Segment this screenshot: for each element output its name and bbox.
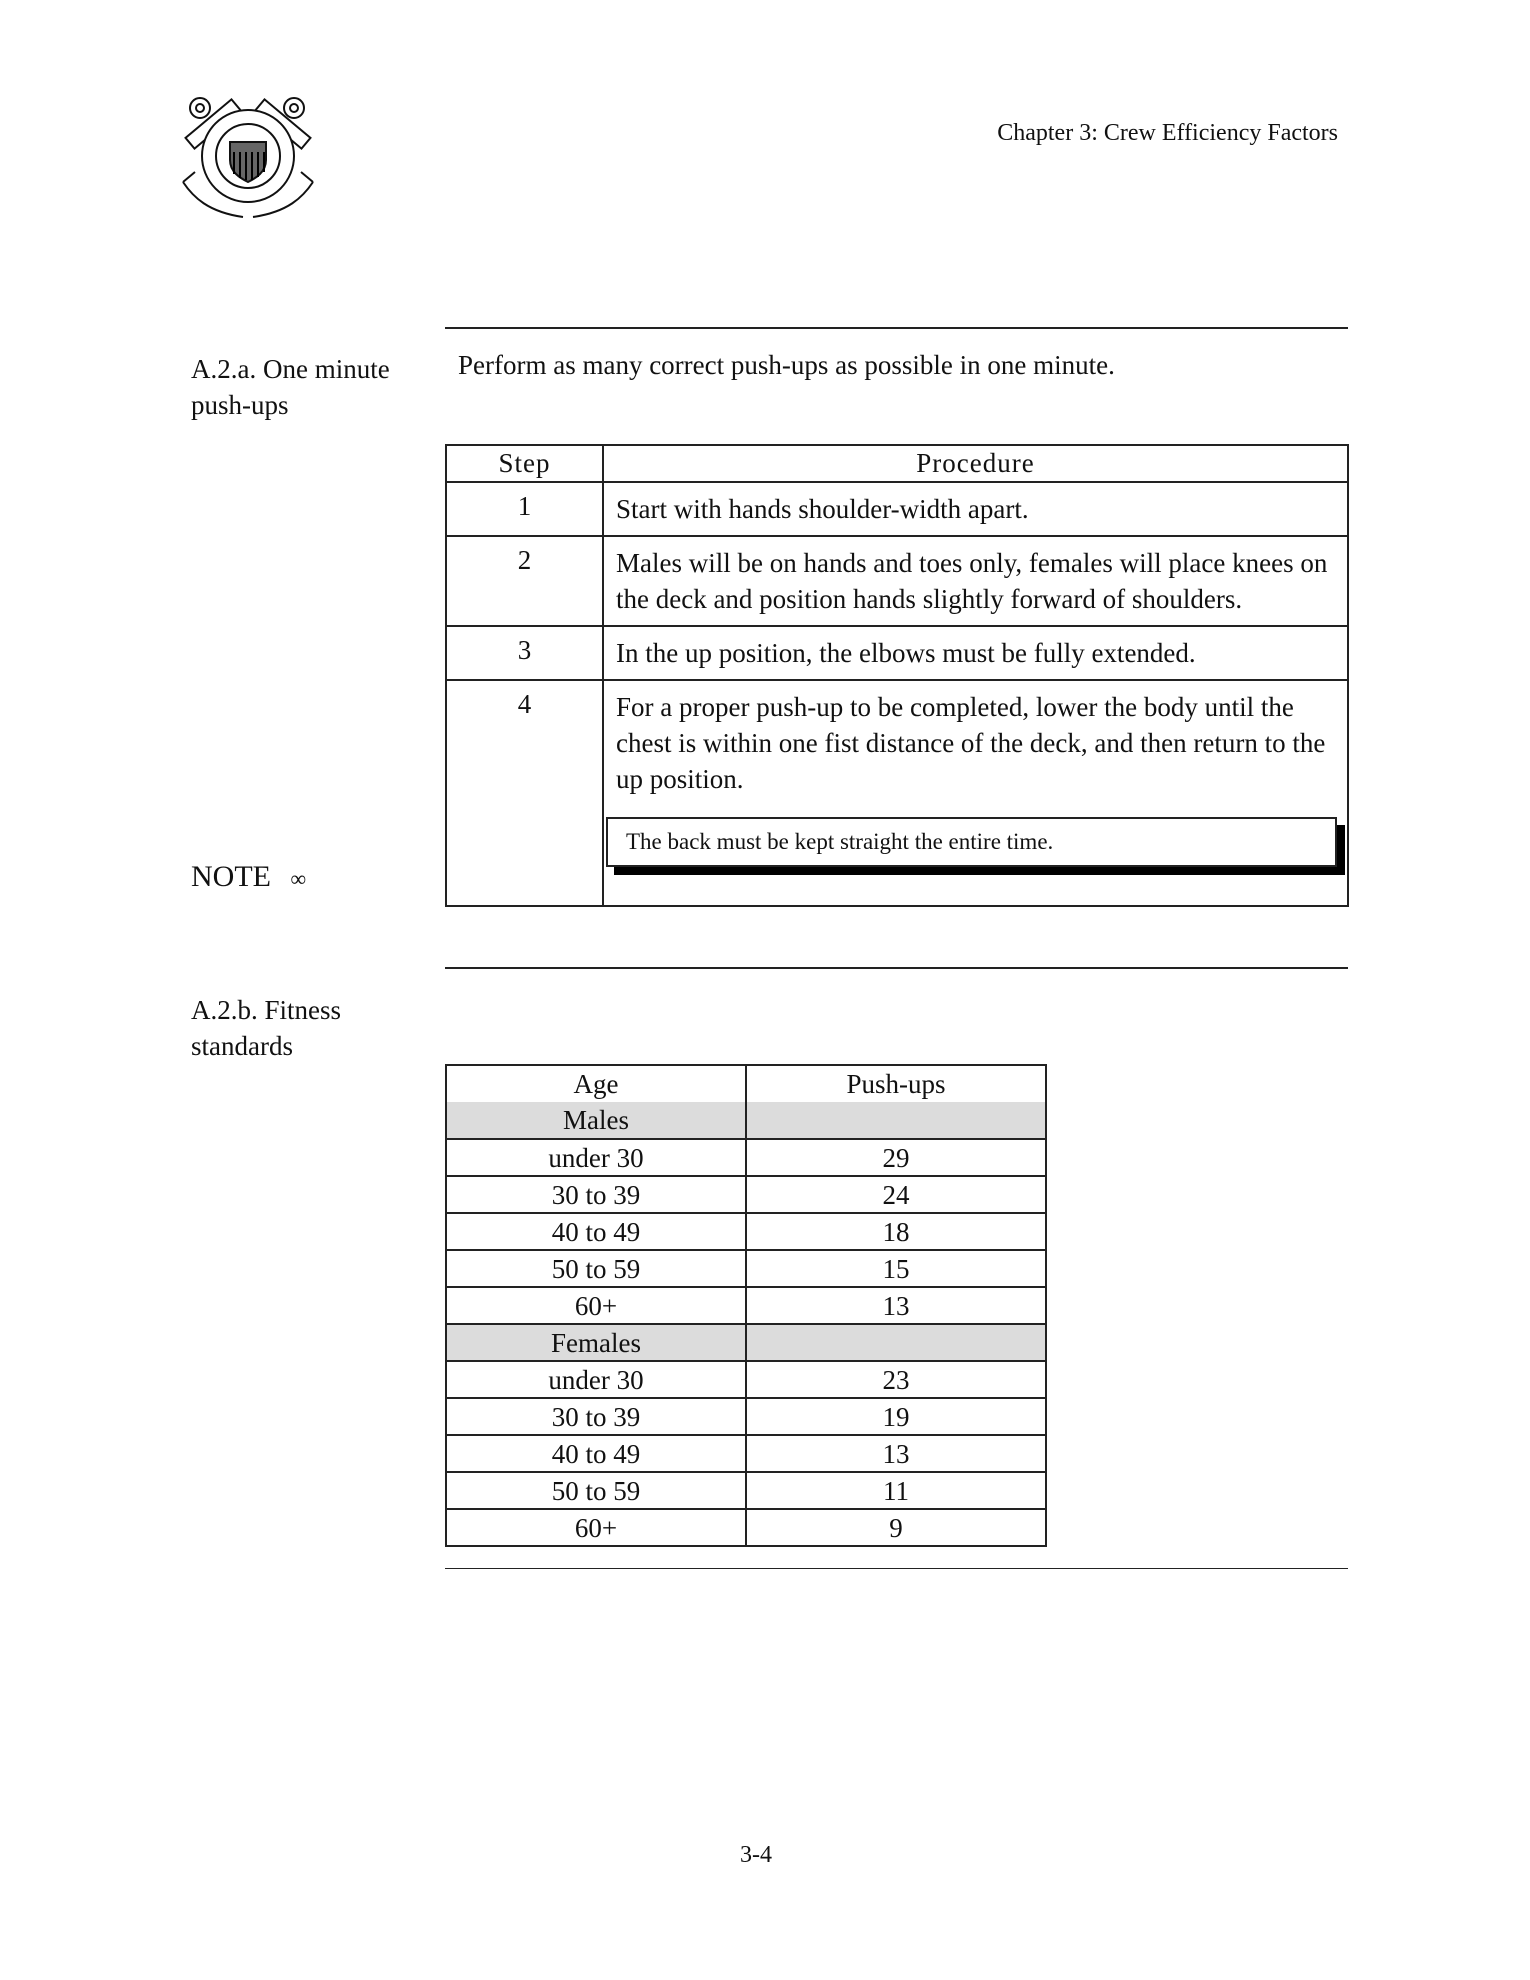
intro-text: Perform as many correct push-ups as possible in one minute.	[458, 350, 1115, 380]
note-box: The back must be kept straight the entire time.	[606, 817, 1337, 867]
step-text: For a proper push-up to be completed, lower the body until the chest is within one fist distance of the deck, and then return to the up position.	[616, 692, 1326, 794]
pushups-cell: 18	[746, 1213, 1046, 1250]
note-text: NOTE	[191, 860, 271, 893]
table-row	[446, 1435, 1046, 1472]
column-header: Push-ups	[746, 1065, 1046, 1102]
age-cell: 40 to 49	[446, 1213, 746, 1250]
divider	[445, 1568, 1348, 1569]
age-cell: 40 to 49	[446, 1435, 746, 1472]
chapter-header: Chapter 3: Crew Efficiency Factors	[997, 120, 1338, 146]
note-label	[191, 860, 306, 894]
pushups-cell: 13	[746, 1287, 1046, 1324]
table-row	[446, 1472, 1046, 1509]
column-header: Step	[446, 445, 603, 482]
table-row	[446, 680, 1348, 906]
step-text: In the up position, the elbows must be fully extended.	[603, 626, 1348, 680]
column-header: Procedure	[603, 445, 1348, 482]
label-line: A.2.a. One minute	[191, 354, 390, 384]
age-cell: 30 to 39	[446, 1398, 746, 1435]
table-row	[446, 1398, 1046, 1435]
pushups-cell: 11	[746, 1472, 1046, 1509]
fitness-standards-table	[445, 1064, 1047, 1547]
group-label: Females	[446, 1324, 746, 1361]
age-cell: under 30	[446, 1361, 746, 1398]
table-row	[446, 626, 1348, 680]
group-spacer	[746, 1324, 1046, 1361]
table-row	[446, 1509, 1046, 1546]
age-cell: 60+	[446, 1287, 746, 1324]
divider	[445, 967, 1348, 969]
group-label: Males	[446, 1102, 746, 1139]
table-row	[446, 1176, 1046, 1213]
step-number: 2	[446, 536, 603, 626]
section-label-a2b	[191, 992, 431, 1064]
pushups-cell: 9	[746, 1509, 1046, 1546]
table-row	[446, 1139, 1046, 1176]
pushups-cell: 19	[746, 1398, 1046, 1435]
step-number: 3	[446, 626, 603, 680]
pushups-cell: 13	[746, 1435, 1046, 1472]
pushups-cell: 23	[746, 1361, 1046, 1398]
step-text: Start with hands shoulder-width apart.	[603, 482, 1348, 536]
label-line: A.2.b. Fitness	[191, 995, 342, 1025]
step-text: Males will be on hands and toes only, females will place knees on the deck and position hands slightly forward of shoulders.	[603, 536, 1348, 626]
page-number: 3-4	[740, 1842, 772, 1868]
pushups-cell: 29	[746, 1139, 1046, 1176]
table-row	[446, 1361, 1046, 1398]
age-cell: under 30	[446, 1139, 746, 1176]
age-cell: 30 to 39	[446, 1176, 746, 1213]
group-spacer	[746, 1102, 1046, 1139]
procedure-table	[445, 444, 1349, 907]
step-number: 4	[446, 680, 603, 906]
step-number: 1	[446, 482, 603, 536]
pushups-cell: 24	[746, 1176, 1046, 1213]
pushups-cell: 15	[746, 1250, 1046, 1287]
coast-guard-seal-logo	[178, 92, 318, 222]
table-row	[446, 536, 1348, 626]
divider	[445, 327, 1348, 329]
table-row	[446, 482, 1348, 536]
glasses-icon: ∞	[290, 866, 307, 891]
age-cell: 60+	[446, 1509, 746, 1546]
section-label-a2a	[191, 351, 431, 423]
column-header: Age	[446, 1065, 746, 1102]
table-row	[446, 1250, 1046, 1287]
table-row	[446, 1287, 1046, 1324]
table-row	[446, 1213, 1046, 1250]
age-cell: 50 to 59	[446, 1250, 746, 1287]
label-line: push-ups	[191, 390, 289, 420]
age-cell: 50 to 59	[446, 1472, 746, 1509]
label-line: standards	[191, 1031, 293, 1061]
